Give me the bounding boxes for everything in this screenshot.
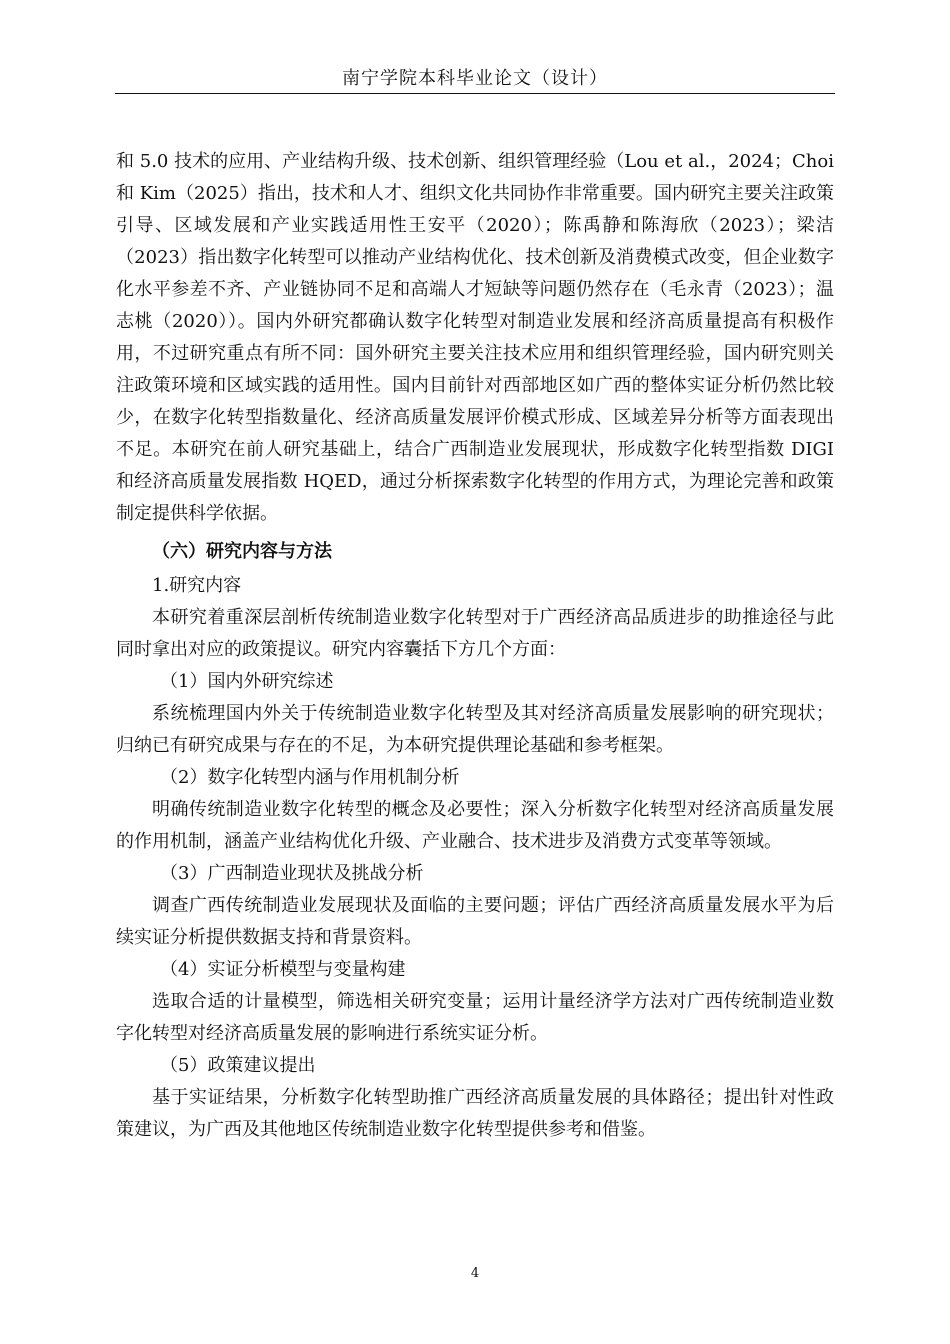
running-header: 南宁学院本科毕业论文（设计） — [342, 68, 608, 89]
item-text-1: 系统梳理国内外关于传统制造业数字化转型及其对经济高质量发展影响的研究现状；归纳已有研究成果与存在的不足，为本研究提供理论基础和参考框架。 — [116, 703, 834, 756]
item-text-2: 明确传统制造业数字化转型的概念及必要性；深入分析数字化转型对经济高质量发展的作用机制，涵盖产业结构优化升级、产业融合、技术进步及消费方式变革等领域。 — [116, 799, 834, 852]
item-text-4: 选取合适的计量模型，筛选相关研究变量；运用计量经济学方法对广西传统制造业数字化转型对经济高质量发展的影响进行系统实证分析。 — [116, 991, 834, 1044]
item-text-5: 基于实证结果，分析数字化转型助推广西经济高质量发展的具体路径；提出针对性政策建议，为广西及其他地区传统制造业数字化转型提供参考和借鉴。 — [116, 1087, 834, 1140]
section-heading: （六）研究内容与方法 — [152, 541, 332, 562]
header-divider — [115, 93, 835, 94]
body-text — [116, 146, 834, 1146]
item-text-3: 调查广西传统制造业发展现状及面临的主要问题；评估广西经济高质量发展水平为后续实证分析提供数据支持和背景资料。 — [116, 895, 834, 948]
item-title-1: （1）国内外研究综述 — [160, 671, 334, 692]
subsection-heading: 1.研究内容 — [152, 575, 242, 596]
item-title-2: （2）数字化转型内涵与作用机制分析 — [160, 767, 460, 788]
item-title-3: （3）广西制造业现状及挑战分析 — [160, 863, 424, 884]
intro-paragraph: 本研究着重深层剖析传统制造业数字化转型对于广西经济高品质进步的助推途径与此同时拿出对应的政策提议。研究内容囊括下方几个方面： — [116, 607, 834, 660]
continuation-paragraph: 和 5.0 技术的应用、产业结构升级、技术创新、组织管理经验（Lou et al.，2024；Choi 和 Kim（2025）指出，技术和人才、组织文化共同协作非常重要。国内研究主要关注政策引导、区域发展和产业实践适用性王安平（2020）；陈禹静和陈海欣（2023）；梁洁（2023）指出数字化转型可以推动产业结构优化、技术创新及消费模式改变，但企业数字化水平参差不齐、产业链协同不足和高端人才短缺等问题仍然存在（毛永青（2023）；温志桃（2020））。国内外研究都确认数字化转型对制造业发展和经济高质量提高有积极作用，不过研究重点有所不同：国外研究主要关注技术应用和组织管理经验，国内研究则关注政策环境和区域实践的适用性。国内目前针对西部地区如广西的整体实证分析仍然比较少，在数字化转型指数量化、经济高质量发展评价模式形成、区域差异分析等方面表现出不足。本研究在前人研究基础上，结合广西制造业发展现状，形成数字化转型指数 DIGI 和经济高质量发展指数 HQED，通过分析探索数字化转型的作用方式，为理论完善和政策制定提供科学依据。 — [116, 151, 834, 524]
item-title-5: （5）政策建议提出 — [160, 1055, 316, 1076]
item-title-4: （4）实证分析模型与变量构建 — [160, 959, 406, 980]
page-number: 4 — [470, 1266, 480, 1281]
